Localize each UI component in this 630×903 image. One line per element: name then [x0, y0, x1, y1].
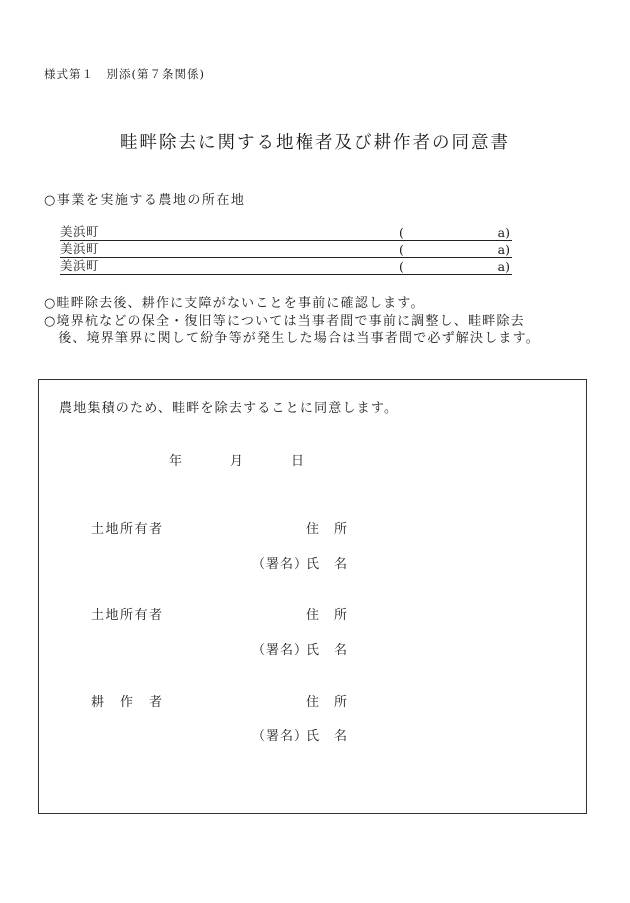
date-year-label[interactable]: 年: [169, 454, 183, 469]
address-field[interactable]: 住 所: [306, 695, 349, 710]
land-location-row[interactable]: [60, 256, 512, 275]
area-paren-open: (: [399, 225, 404, 240]
area-unit: a): [497, 225, 510, 240]
signature-label: （署名）: [252, 557, 309, 572]
consent-box: [38, 379, 587, 814]
date-month-label[interactable]: 月: [230, 454, 244, 469]
party-role: 耕 作 者: [91, 695, 164, 710]
name-field[interactable]: 氏 名: [306, 729, 349, 744]
statement-line: ○境界杭などの保全・復旧等については当事者間で事前に調整し、畦畔除去: [44, 314, 525, 329]
statement-line: 後、境界筆界に関して紛争等が発生した場合は当事者間で必ず解決します。: [44, 331, 540, 346]
area-paren-open: (: [399, 242, 404, 257]
signature-label: （署名）: [252, 729, 309, 744]
address-field[interactable]: 住 所: [306, 608, 349, 623]
signature-label: （署名）: [252, 643, 309, 658]
land-section-heading: ○事業を実施する農地の所在地: [44, 193, 246, 208]
date-day-label[interactable]: 日: [291, 454, 305, 469]
statement-line: ○畦畔除去後、耕作に支障がないことを事前に確認します。: [44, 296, 425, 311]
area-paren-open: (: [399, 259, 404, 274]
consent-text: 農地集積のため、畦畔を除去することに同意します。: [59, 401, 399, 416]
party-role: 土地所有者: [91, 608, 164, 623]
document-title: 畦畔除去に関する地権者及び耕作者の同意書: [120, 133, 510, 153]
party-role: 土地所有者: [91, 522, 164, 537]
area-unit: a): [497, 259, 510, 274]
address-field[interactable]: 住 所: [306, 522, 349, 537]
area-unit: a): [497, 242, 510, 257]
land-town: 美浜町: [60, 224, 100, 239]
name-field[interactable]: 氏 名: [306, 643, 349, 658]
name-field[interactable]: 氏 名: [306, 557, 349, 572]
land-town: 美浜町: [60, 258, 100, 273]
land-town: 美浜町: [60, 241, 100, 256]
form-label: 様式第１ 別添(第７条関係): [44, 67, 205, 81]
